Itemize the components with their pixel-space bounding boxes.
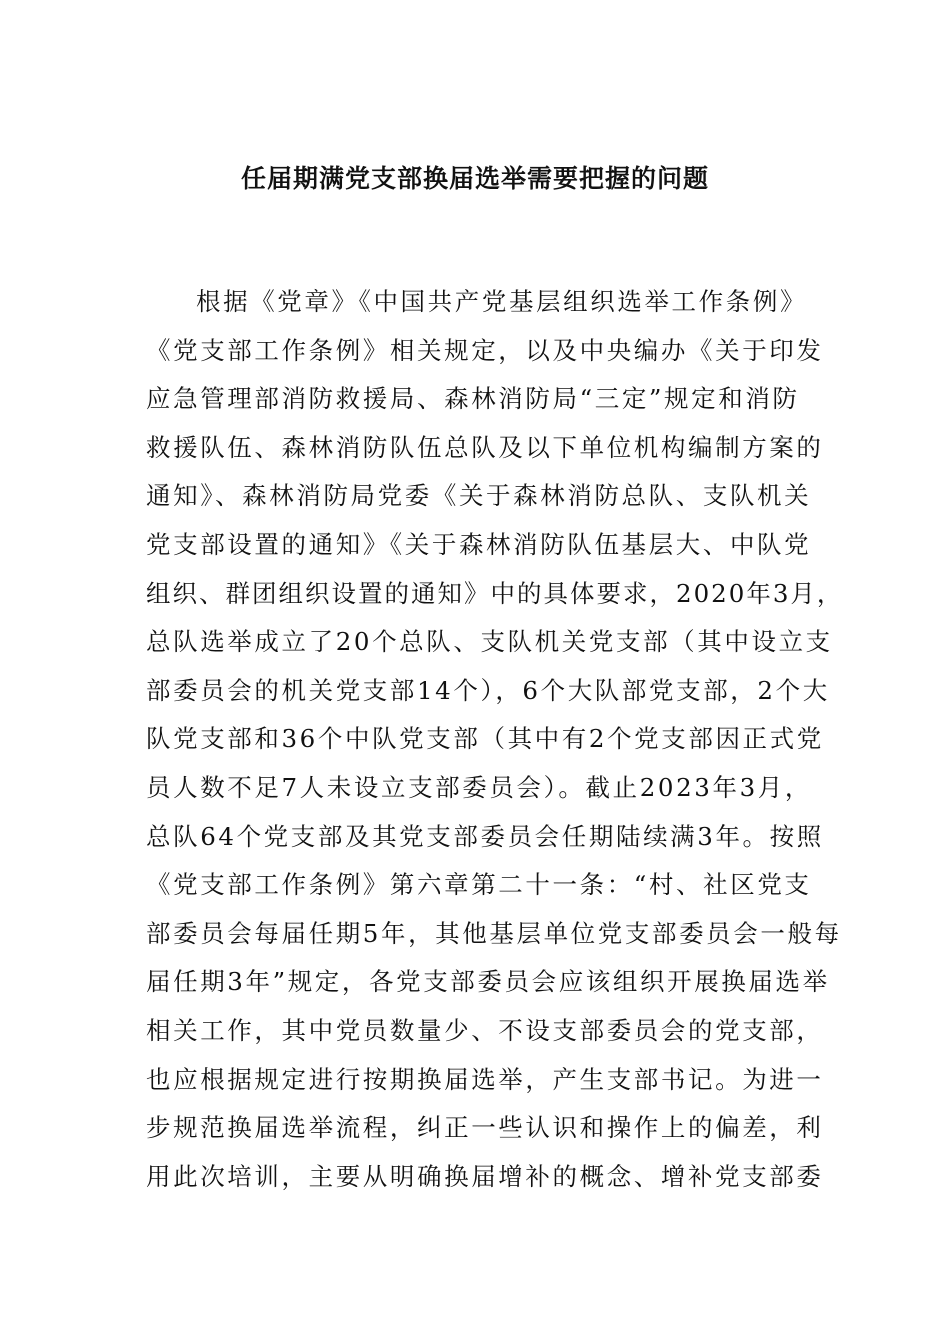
paragraph-line: 党支部设置的通知》《关于森林消防队伍基层大、中队党	[146, 529, 812, 559]
paragraph-line: 《党支部工作条例》第六章第二十一条：“村、社区党支	[146, 870, 812, 900]
paragraph-line: 应急管理部消防救援局、森林消防局“三定”规定和消防	[146, 384, 800, 414]
paragraph-line: 救援队伍、森林消防队伍总队及以下单位机构编制方案的	[146, 432, 824, 462]
paragraph-line: 步规范换届选举流程，纠正一些认识和操作上的偏差，利	[146, 1113, 824, 1143]
document-title: 任届期满党支部换届选举需要把握的问题	[240, 164, 709, 193]
paragraph-line: 通知》、森林消防局党委《关于森林消防总队、支队机关	[146, 481, 812, 511]
paragraph-line: 员人数不足7人未设立支部委员会）。截止2023年3月，	[146, 772, 812, 802]
paragraph-line: 届任期3年”规定，各党支部委员会应该组织开展换届选举	[146, 967, 830, 997]
paragraph-line: 组织、群团组织设置的通知》中的具体要求，2020年3月，	[146, 578, 844, 608]
document-body	[146, 278, 844, 1201]
paragraph-line: 也应根据规定进行按期换届选举，产生支部书记。为进一	[146, 1064, 824, 1094]
paragraph-line: 根据《党章》《中国共产党基层组织选举工作条例》	[196, 287, 808, 316]
paragraph-line: 总队选举成立了20个总队、支队机关党支部（其中设立支	[146, 627, 833, 657]
paragraph-line: 部委员会每届任期5年，其他基层单位党支部委员会一般每	[146, 918, 842, 948]
paragraph-line: 相关工作，其中党员数量少、不设支部委员会的党支部，	[146, 1015, 824, 1045]
paragraph-line: 部委员会的机关党支部14个），6个大队部党支部，2个大	[146, 675, 830, 705]
paragraph-line: 用此次培训，主要从明确换届增补的概念、增补党支部委	[146, 1161, 824, 1191]
paragraph-line: 队党支部和36个中队党支部（其中有2个党支部因正式党	[146, 724, 824, 754]
paragraph-line: 总队64个党支部及其党支部委员会任期陆续满3年。按照	[146, 821, 824, 851]
paragraph-line: 《党支部工作条例》相关规定，以及中央编办《关于印发	[146, 335, 824, 365]
